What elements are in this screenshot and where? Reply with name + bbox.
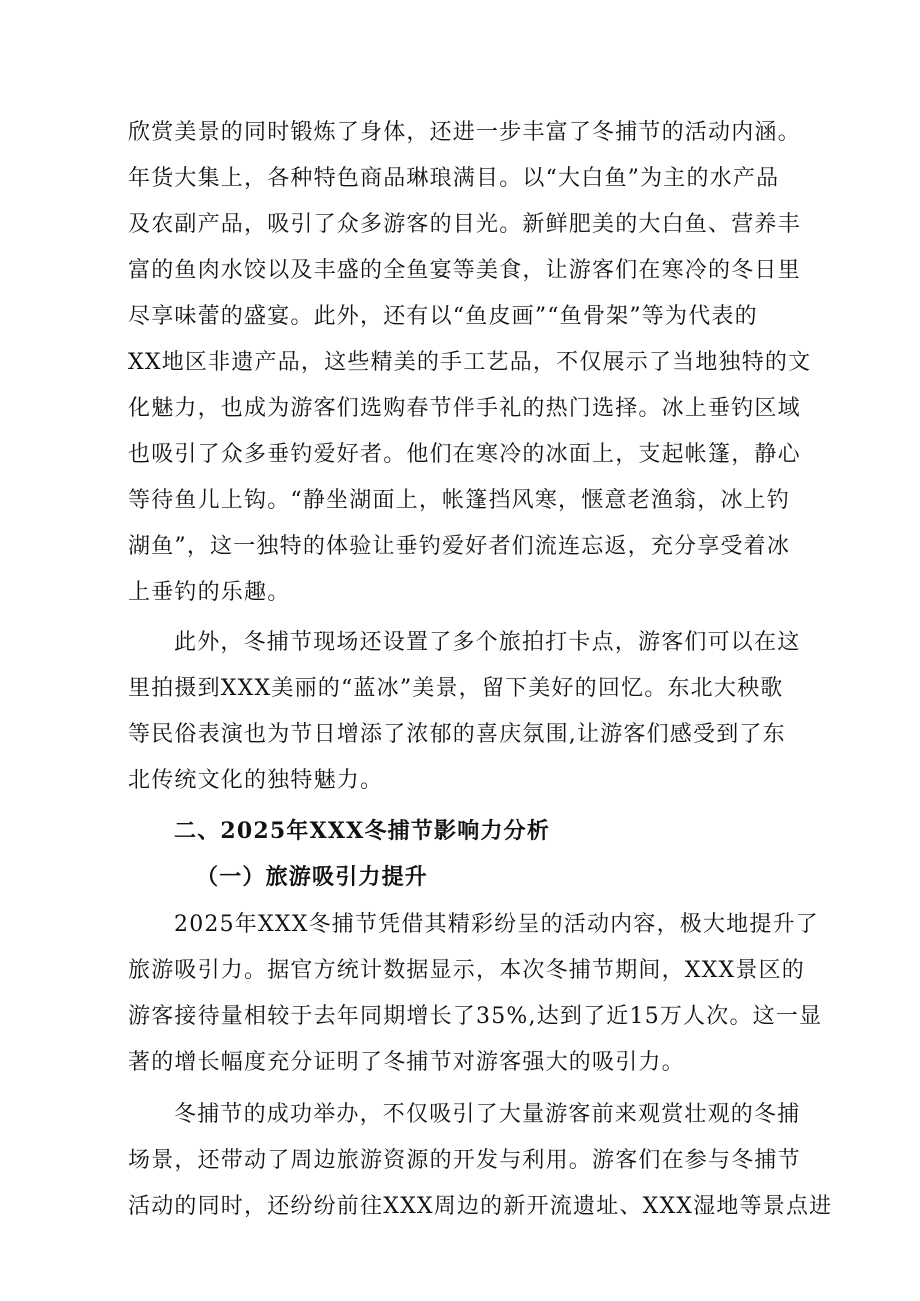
paragraph-line: 尽享味蕾的盛宴。此外，还有以“鱼皮画”“鱼骨架”等为代表的 xyxy=(128,304,758,329)
paragraph-line: 上垂钓的乐趣。 xyxy=(128,580,291,605)
paragraph-line: 湖鱼”，这一独特的体验让垂钓爱好者们流连忘返，充分享受着冰 xyxy=(128,534,791,559)
paragraph-line: 及农副产品，吸引了众多游客的目光。新鲜肥美的大白鱼、营养丰 xyxy=(128,212,801,237)
paragraph-line: 此外，冬捕节现场还设置了多个旅拍打卡点，游客们可以在这 xyxy=(174,630,801,655)
paragraph-line: 2025年XXX冬捕节凭借其精彩纷呈的活动内容，极大地提升了 xyxy=(174,912,819,937)
paragraph-line: 年货大集上，各种特色商品琳琅满目。以“大白鱼”为主的水产品 xyxy=(128,166,780,191)
section-heading: 二、2025年XXX冬捕节影响力分析 xyxy=(174,818,551,844)
paragraph-line: 旅游吸引力。据官方统计数据显示，本次冬捕节期间，XXX景区的 xyxy=(128,958,805,983)
paragraph-line: 化魅力，也成为游客们选购春节伴手礼的热门选择。冰上垂钓区域 xyxy=(128,396,801,421)
paragraph-line: 富的鱼肉水饺以及丰盛的全鱼宴等美食，让游客们在寒冷的冬日里 xyxy=(128,258,801,283)
paragraph-line: 著的增长幅度充分证明了冬捕节对游客强大的吸引力。 xyxy=(128,1050,685,1075)
paragraph-line: 北传统文化的独特魅力。 xyxy=(128,768,384,793)
paragraph-line: 里拍摄到XXX美丽的“蓝冰”美景，留下美好的回忆。东北大秧歌 xyxy=(128,676,784,701)
paragraph-line: 欣赏美景的同时锻炼了身体，还进一步丰富了冬捕节的活动内涵。 xyxy=(128,120,801,145)
paragraph-line: 游客接待量相较于去年同期增长了35%,达到了近15万人次。这一显 xyxy=(128,1004,823,1029)
paragraph-line: XX地区非遗产品，这些精美的手工艺品，不仅展示了当地独特的文 xyxy=(128,350,812,375)
paragraph-line: 冬捕节的成功举办，不仅吸引了大量游客前来观赏壮观的冬捕 xyxy=(174,1102,801,1127)
paragraph-line: 活动的同时，还纷纷前往XXX周边的新开流遗址、XXX湿地等景点进 xyxy=(128,1194,833,1219)
paragraph-line: 等民俗表演也为节日增添了浓郁的喜庆氛围,让游客们感受到了东 xyxy=(128,722,786,747)
paragraph-line: 场景，还带动了周边旅游资源的开发与利用。游客们在参与冬捕节 xyxy=(128,1148,801,1173)
paragraph-line: 也吸引了众多垂钓爱好者。他们在寒冷的冰面上，支起帐篷，静心 xyxy=(128,442,801,467)
paragraph-line: 等待鱼儿上钩。“静坐湖面上，帐篷挡风寒，惬意老渔翁，冰上钓 xyxy=(128,488,791,513)
subsection-heading: （一）旅游吸引力提升 xyxy=(196,864,429,890)
